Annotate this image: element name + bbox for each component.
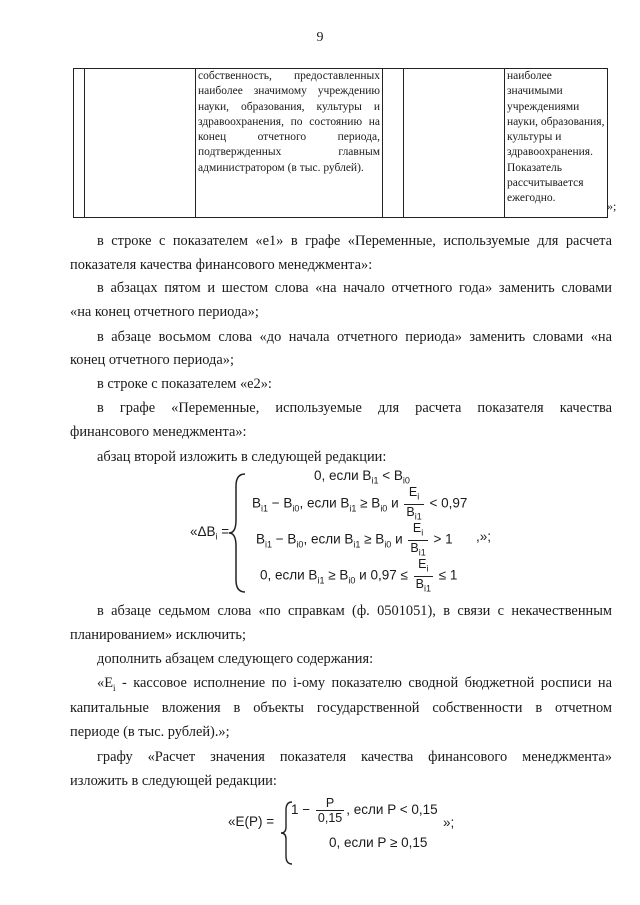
table-col-5: [404, 69, 505, 218]
paragraph-line: конец отчетного периода»;: [70, 352, 234, 368]
paragraph-line: в абзаце седьмом слова «по справкам (ф. 0501051), в связи с некачественным: [97, 603, 612, 619]
paragraph-line: капитальные вложения в объекты государственной собственности в отчетном: [70, 700, 612, 716]
ep-case-1: 1 − $\frac{P}{0,15}$ , если P < 0,15: [291, 796, 438, 825]
table-col-3: [196, 69, 383, 218]
delta-case-2: $B_{i1} - B_{i0}$, если $B_{i1} \ge B_{i0}$ и $\frac{E_i}{B_{i1}}$ < 0,97: [252, 485, 468, 521]
table-col-2: [85, 69, 196, 218]
table-col-3-text: собственность, предоставленных наиболее значимому учреждению науки, образования, культуры и здравоохранения, по состоянию на конец отчетного периода, подтвержденных главным администратором (в тыс. рублей).: [198, 70, 380, 174]
paragraph-line: дополнить абзацем следующего содержания:: [97, 651, 374, 667]
paragraph-line: в абзацах пятом и шестом слова «на начало отчетного года» заменить словами: [97, 280, 612, 296]
e1-opening: «E: [97, 675, 113, 691]
delta-case-4: 0, если $B_{i1} \ge B_{i0}$ и 0,97 ≤ $\frac{E_i}{B_{i1}}$ ≤ 1: [260, 557, 458, 593]
paragraph-line: периоде (в тыс. рублей).»;: [70, 724, 230, 740]
paragraph-line: «на конец отчетного периода»;: [70, 304, 259, 320]
paragraph-line: в строке с показателем «e2»:: [97, 376, 272, 392]
delta-formula-lhs: «$\Delta B_i$ =: [190, 524, 230, 542]
table-col-1: [74, 69, 85, 218]
delta-formula-tail: ,»;: [476, 529, 492, 544]
paragraph-line: в графе «Переменные, используемые для расчета показателя качества: [97, 400, 612, 416]
ep-formula-tail: »;: [443, 815, 455, 830]
paragraph-line: в абзаце восьмом слова «до начала отчетного периода» заменить словами «на: [97, 329, 612, 345]
paragraph-line: «$E_i$ - кассовое исполнение по i-ому показателю сводной бюджетной росписи на: [97, 675, 612, 693]
table-closing-quote: »;: [607, 199, 617, 213]
table-col-6-text: наиболее значимыми учреждениями науки, образования, культуры и здравоохранения. Показатель рассчитывается ежегодно.: [507, 70, 605, 205]
ep-case-2: 0, если P ≥ 0,15: [329, 835, 428, 850]
paragraph-line: изложить в следующей редакции:: [70, 773, 277, 789]
paragraph-line: планированием» исключить;: [70, 627, 246, 643]
paragraph-line: абзац второй изложить в следующей редакции:: [97, 449, 387, 465]
delta-case-3: $B_{i1} - B_{i0}$, если $B_{i1} \ge B_{i0}$ и $\frac{E_i}{B_{i1}}$ > 1: [256, 521, 453, 557]
table-fragment: [73, 68, 608, 218]
paragraph-line: показателя качества финансового менеджмента»:: [70, 257, 373, 273]
ep-formula-lhs: «E(P) =: [228, 814, 275, 829]
paragraph-line: графу «Расчет значения показателя качества финансового менеджмента»: [97, 749, 612, 765]
table-col-4: [383, 69, 404, 218]
delta-case-1: 0, если $B_{i1} < B_{i0}$: [314, 468, 410, 486]
left-brace: [227, 472, 249, 594]
page-number: 9: [316, 30, 324, 45]
paragraph-line: финансового менеджмента»:: [70, 424, 247, 440]
paragraph-line: в строке с показателем «e1» в графе «Переменные, используемые для расчета: [97, 233, 612, 249]
table-col-6: [505, 69, 608, 218]
